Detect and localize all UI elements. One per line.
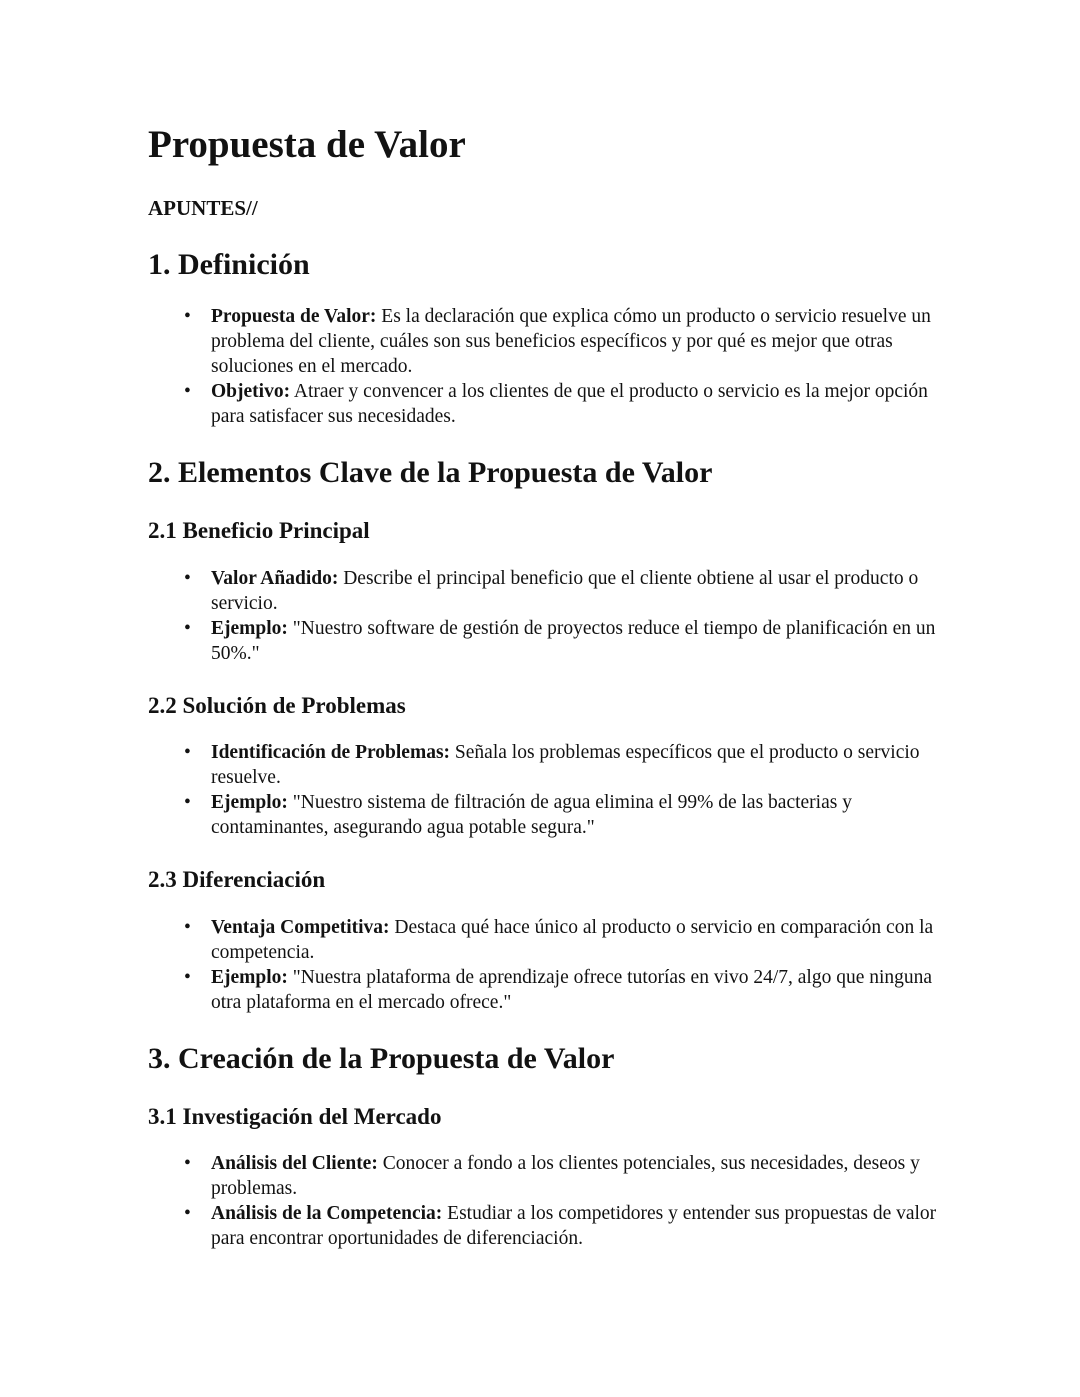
list-item-text: Señala los problemas específicos que el producto o servicio resuelve.: [211, 742, 920, 789]
subsection-heading-investigacion-del-mercado: 3.1 Investigación del Mercado: [148, 1103, 442, 1129]
list-item: [211, 379, 941, 429]
list-item: [211, 965, 941, 1015]
list-item-text: "Nuestro sistema de filtración de agua elimina el 99% de las bacterias y contaminantes, asegurando agua potable segura.": [211, 792, 852, 839]
list-item-label: Propuesta de Valor:: [211, 305, 377, 327]
bullet-list: [148, 1151, 941, 1251]
list-item: [211, 566, 941, 616]
list-item-label: Análisis del Cliente:: [211, 1153, 378, 1175]
section-heading-creacion: 3. Creación de la Propuesta de Valor: [148, 1041, 615, 1075]
list-item: [211, 616, 941, 666]
bullet-list: [148, 740, 941, 840]
list-item-text: Destaca qué hace único al producto o servicio en comparación con la competencia.: [211, 916, 934, 963]
list-item: [211, 304, 941, 379]
subsection-heading-solucion-de-problemas: 2.2 Solución de Problemas: [148, 692, 406, 718]
bullet-list: [148, 566, 941, 666]
list-item-label: Objetivo:: [211, 380, 291, 402]
list-item: [211, 790, 941, 840]
list-item-text: Es la declaración que explica cómo un producto o servicio resuelve un problema del cliente, cuáles son sus beneficios específicos y por qué es mejor que otras soluciones en el mercado.: [211, 305, 931, 377]
list-item-text: Describe el principal beneficio que el cliente obtiene al usar el producto o servicio.: [211, 567, 919, 614]
list-item-label: Ejemplo:: [211, 617, 288, 639]
section-heading-elementos-clave: 2. Elementos Clave de la Propuesta de Valor: [148, 455, 713, 489]
list-item-text: Estudiar a los competidores y entender sus propuestas de valor para encontrar oportunidades de diferenciación.: [211, 1203, 937, 1250]
list-item: [211, 740, 941, 790]
list-item: [211, 1201, 941, 1251]
list-item-text: Conocer a fondo a los clientes potenciales, sus necesidades, deseos y problemas.: [211, 1153, 920, 1200]
list-item: [211, 915, 941, 965]
list-item-label: Identificación de Problemas:: [211, 742, 451, 764]
document-subtitle: APUNTES//: [148, 195, 258, 220]
list-item: [211, 1151, 941, 1201]
list-item-text: Atraer y convencer a los clientes de que el producto o servicio es la mejor opción para satisfacer sus necesidades.: [211, 380, 928, 427]
bullet-list: [148, 915, 941, 1015]
list-item-label: Valor Añadido:: [211, 567, 339, 589]
list-item-label: Ventaja Competitiva:: [211, 916, 390, 938]
subsection-heading-diferenciacion: 2.3 Diferenciación: [148, 867, 326, 893]
section-heading-definicion: 1. Definición: [148, 247, 310, 281]
list-item-text: "Nuestro software de gestión de proyectos reduce el tiempo de planificación en un 50%.": [211, 617, 936, 664]
page-title: Propuesta de Valor: [148, 123, 466, 166]
list-item-label: Ejemplo:: [211, 966, 288, 988]
list-item-label: Análisis de la Competencia:: [211, 1203, 443, 1225]
list-item-text: "Nuestra plataforma de aprendizaje ofrece tutorías en vivo 24/7, algo que ninguna otra plataforma en el mercado ofrece.": [211, 966, 933, 1013]
subsection-heading-beneficio-principal: 2.1 Beneficio Principal: [148, 517, 370, 543]
list-item-label: Ejemplo:: [211, 792, 288, 814]
bullet-list: [148, 304, 941, 429]
